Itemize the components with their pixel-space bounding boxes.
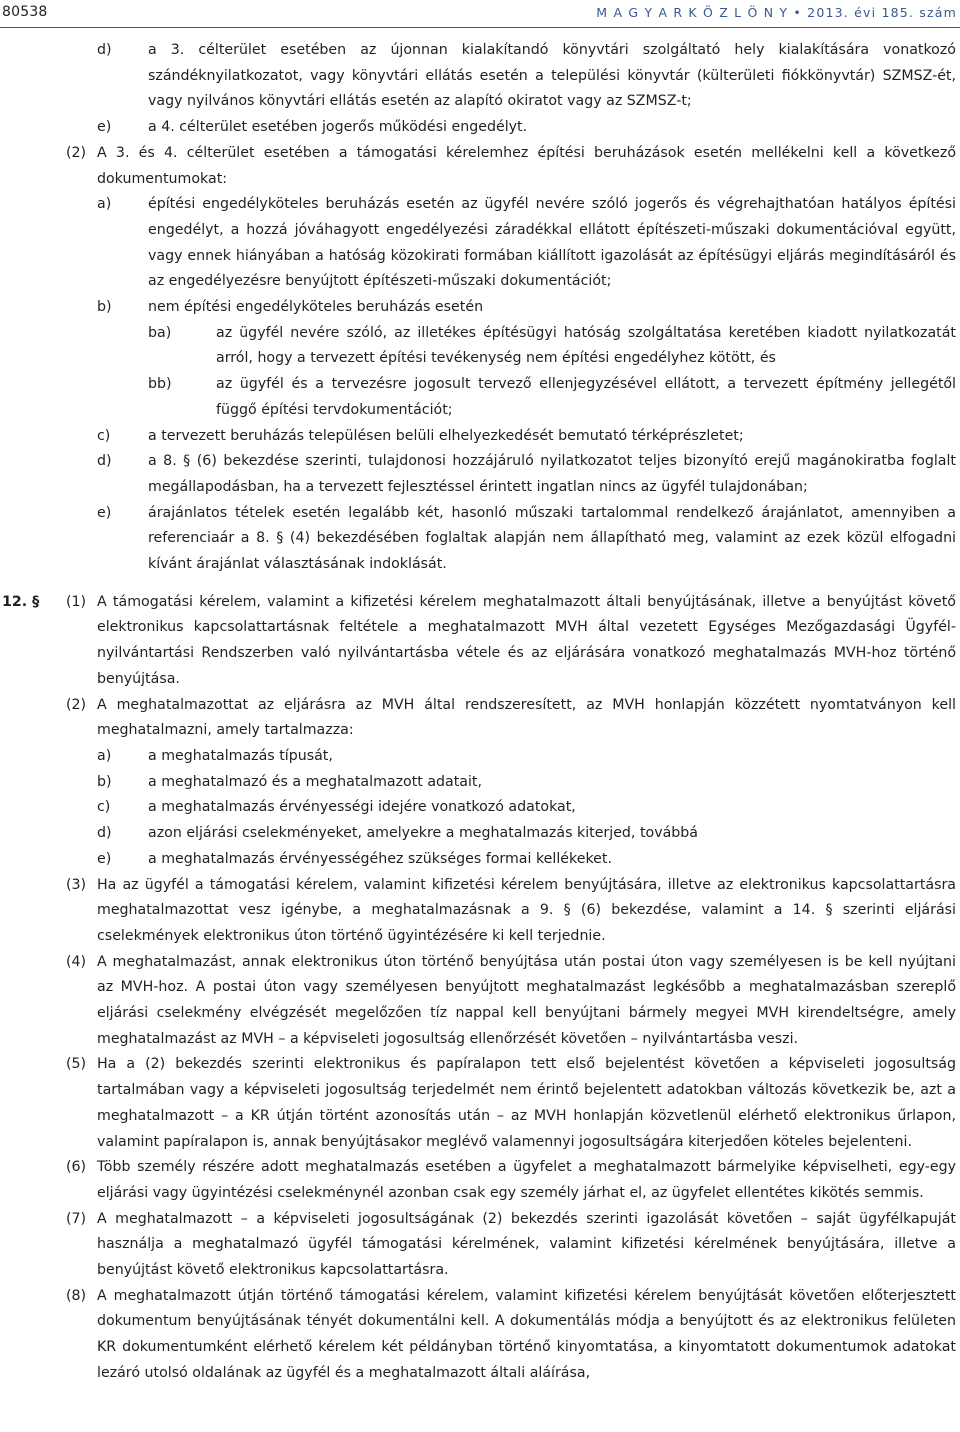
list-item-e bbox=[0, 501, 960, 578]
paragraph-label: (2) bbox=[66, 144, 87, 161]
running-title: M A G Y A R K Ö Z L Ö N Y • 2013. évi 185. szám bbox=[596, 5, 957, 20]
item-label: c) bbox=[97, 427, 111, 444]
item-label: e) bbox=[97, 850, 112, 867]
paragraph-label: (7) bbox=[66, 1210, 87, 1227]
sub-item-text: az ügyfél és a tervezésre jogosult tervező ellenjegyzésével ellátott, a tervezett építmény jellegétől függő építési tervdokumentációt; bbox=[216, 376, 956, 418]
list-item-a bbox=[0, 192, 960, 295]
section-12-paragraph-1 bbox=[0, 590, 960, 693]
paragraph-3 bbox=[0, 873, 960, 950]
paragraph-5 bbox=[0, 1052, 960, 1155]
header-rule bbox=[0, 27, 960, 28]
item-label: e) bbox=[97, 119, 112, 136]
paragraph-2 bbox=[0, 693, 960, 744]
page-header bbox=[0, 0, 960, 28]
paragraph-label: (4) bbox=[66, 953, 87, 970]
item-text: a tervezett beruházás településen belüli elhelyezkedését bemutató térképrészletet; bbox=[148, 427, 744, 444]
paragraph-text: Ha az ügyfél a támogatási kérelem, valamint kifizetési kérelem benyújtására, illetve az elektronikus kapcsolattartásra meghatalmazottat vesz igénybe, a meghatalmazásnak a 9. § (6) bekezdése, valamint a 14. § szerinti eljárási cselekmények elektronikus úton történő ügyintézésére ki kell terjednie. bbox=[97, 876, 956, 944]
paragraph-7 bbox=[0, 1207, 960, 1284]
paragraph-label: (3) bbox=[66, 876, 87, 893]
item-label: b) bbox=[97, 773, 112, 790]
section-number: 12. § bbox=[2, 593, 40, 610]
sub-item-ba bbox=[0, 321, 960, 372]
list-item-e bbox=[0, 115, 960, 141]
item-label: e) bbox=[97, 504, 112, 521]
item-text: a meghatalmazás típusát, bbox=[148, 747, 333, 764]
paragraph-text: Ha a (2) bekezdés szerinti elektronikus és papíralapon tett első bejelentést követően a képviseleti jogosultság tartalmában vagy a képviseleti jogosultság terjedelmét nem érintő bejelentett adatokban változás következik be, azt a meghatalmazott – a KR útján történt azonosítás után – az MVH honlapján közvetlenül elérhető elektronikus űrlapon, valamint papíralapon is, annak benyújtásakor meglévő valamennyi jogosultságára kiterjedően köteles bejelenteni. bbox=[97, 1056, 956, 1150]
paragraph-text: A támogatási kérelem, valamint a kifizetési kérelem meghatalmazott általi benyújtásának, illetve a benyújtást követő elektronikus kapcsolattartásnak feltétele a meghatalmazott MVH által vezetett Egységes Mezőgazdasági Ügyfél-nyilvántartási Rendszerben való nyilvántartásba vétele és az eljárására vonatkozó meghatalmazás MVH-hoz történő benyújtása. bbox=[97, 593, 956, 687]
paragraph-text: Több személy részére adott meghatalmazás esetében a ügyfelet a meghatalmazott bármelyike képviselheti, egy-egy eljárási vagy ügyintézési cselekménynél azonban csak egy személy járhat el, az ügyfelet ellentétes kikötés semmis. bbox=[97, 1159, 956, 1201]
item-text: a 4. célterület esetében jogerős működési engedélyt. bbox=[148, 119, 528, 136]
item-label: d) bbox=[97, 453, 112, 470]
list-item-b bbox=[0, 295, 960, 321]
paragraph-text: A meghatalmazást, annak elektronikus úton történő benyújtása után postai úton vagy személyesen is be kell nyújtani az MVH-hoz. A postai úton vagy személyesen benyújtott meghatalmazást legkésőbb a meghatalmazásban szereplő eljárási cselekmény elvégzését megelőzően tíz nappal kell benyújtani bármely megyei MVH kirendeltségre, amely meghatalmazást az MVH – a képviseleti jogosultság ellenőrzését követően – nyilvántartásba veszi. bbox=[97, 953, 956, 1047]
list-item-c bbox=[0, 795, 960, 821]
list-item-d bbox=[0, 38, 960, 115]
item-label: a) bbox=[97, 196, 112, 213]
paragraph-label: (8) bbox=[66, 1287, 87, 1304]
sub-item-text: az ügyfél nevére szóló, az illetékes építésügyi hatóság szolgáltatása keretében kiadott nyilatkozatát arról, hogy a tervezett építési tevékenység nem építési engedélyhez kötött, és bbox=[216, 324, 956, 367]
paragraph-2 bbox=[0, 141, 960, 192]
item-label: b) bbox=[97, 299, 112, 316]
item-text: árajánlatos tételek esetén legalább két, hasonló műszaki tartalommal rendelkező árajánlatot, amennyiben a referenciaár a 8. § (4) bekezdésében foglaltak alapján nem állapítható meg, valamint az ezek közül elfogadni kívánt árajánlat választásának indoklását. bbox=[148, 504, 956, 573]
paragraph-text: A 3. és 4. célterület esetében a támogatási kérelemhez építési beruházások esetén mellékelni kell a következő dokumentumokat: bbox=[97, 144, 956, 187]
item-label: a) bbox=[97, 747, 112, 764]
item-label: d) bbox=[97, 42, 112, 58]
paragraph-label: (2) bbox=[66, 696, 87, 713]
item-label: d) bbox=[97, 825, 112, 842]
item-text: a meghatalmazás érvényességéhez szükséges formai kellékeket. bbox=[148, 850, 612, 867]
item-text: a 3. célterület esetében az újonnan kialakítandó könyvtári szolgáltató hely kialakítására vonatkozó szándéknyilatkozatot, vagy könyvtári ellátás esetén a települési könyvtár (külterületi fiókkönyvtár) SZMSZ-ét, vagy nyilvános könyvtári ellátás esetén az alapító okiratot vagy az SZMSZ-t; bbox=[148, 42, 956, 110]
paragraph-text: A meghatalmazott – a képviseleti jogosultságának (2) bekezdés szerinti igazolását követően – saját ügyfélkapuját használja a meghatalmazó ügyfél támogatási kérelmének, valamint kifizetési kérelmének benyújtására, illetve a benyújtást követő elektronikus kapcsolattartásra. bbox=[97, 1210, 956, 1279]
paragraph-6 bbox=[0, 1155, 960, 1206]
item-text: építési engedélyköteles beruházás esetén az ügyfél nevére szóló jogerős és végrehajthatóan hatályos építési engedélyt, a hozzá jóváhagyott engedélyezési záradékkal ellátott építészeti-műszaki dokumentációval együtt, vagy ennek hiányában a hatóság közokirati formában kiállított igazolását az építésügyi eljárás megindításáról és az engedélyezésre benyújtott építészeti-műszaki dokumentációt; bbox=[148, 196, 956, 290]
paragraph-label: (6) bbox=[66, 1159, 87, 1176]
list-item-a bbox=[0, 744, 960, 770]
paragraph-8 bbox=[0, 1284, 960, 1387]
list-item-d bbox=[0, 449, 960, 500]
list-item-e bbox=[0, 847, 960, 873]
paragraph-text: A meghatalmazott útján történő támogatási kérelem, valamint kifizetési kérelem benyújtását követően előterjesztett dokumentum benyújtásának tényét dokumentálni kell. A dokumentálás módja a benyújtott és az elektronikus felületen KR dokumentumként elérhető kérelem két példányban történő kinyomtatása, a kinyomtatott dokumentumok adatokat lezáró utolsó oldalának az ügyfél és a meghatalmazott általi aláírása, bbox=[97, 1287, 956, 1381]
paragraph-text: A meghatalmazottat az eljárásra az MVH által rendszeresített, az MVH honlapján közzétett nyomtatványon kell meghatalmazni, amely tartalmazza: bbox=[97, 696, 956, 739]
sub-item-label: ba) bbox=[148, 324, 172, 341]
list-item-b bbox=[0, 770, 960, 796]
list-item-c bbox=[0, 424, 960, 450]
item-text: a meghatalmazás érvényességi idejére vonatkozó adatokat, bbox=[148, 799, 576, 816]
paragraph-4 bbox=[0, 950, 960, 1053]
sub-item-label: bb) bbox=[148, 376, 172, 393]
list-item-d bbox=[0, 821, 960, 847]
sub-item-bb bbox=[0, 372, 960, 423]
page-number: 80538 bbox=[2, 4, 48, 20]
item-label: c) bbox=[97, 799, 111, 816]
item-text: a meghatalmazó és a meghatalmazott adatait, bbox=[148, 773, 483, 790]
item-text: nem építési engedélyköteles beruházás esetén bbox=[148, 299, 484, 316]
item-text: a 8. § (6) bekezdése szerinti, tulajdonosi hozzájáruló nyilatkozatot teljes bizonyító erejű magánokiratba foglalt megállapodásban, ha a tervezett fejlesztéssel érintett ingatlan nincs az ügyfél tulajdonában; bbox=[148, 453, 956, 495]
paragraph-label: (5) bbox=[66, 1056, 87, 1073]
document-body bbox=[0, 38, 960, 1432]
section-gap bbox=[0, 578, 960, 590]
paragraph-label: (1) bbox=[66, 593, 87, 610]
item-text: azon eljárási cselekményeket, amelyekre a meghatalmazás kiterjed, továbbá bbox=[148, 825, 698, 842]
